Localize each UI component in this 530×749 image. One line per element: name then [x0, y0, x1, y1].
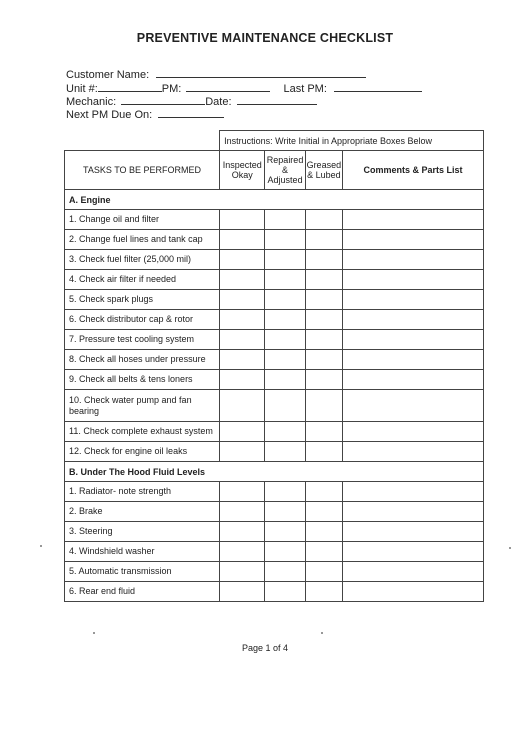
next-pm-field[interactable] — [158, 106, 224, 118]
greased-cell[interactable] — [305, 370, 342, 390]
task-label: 8. Check all hoses under pressure — [65, 350, 220, 370]
greased-cell[interactable] — [305, 290, 342, 310]
section-row — [65, 190, 484, 210]
table-row — [65, 562, 484, 582]
greased-cell[interactable] — [305, 230, 342, 250]
mechanic-field[interactable] — [121, 93, 205, 105]
task-label: 3. Check fuel filter (25,000 mil) — [65, 250, 220, 270]
repaired-cell[interactable] — [265, 230, 305, 250]
inspected-cell[interactable] — [220, 270, 265, 290]
repaired-cell[interactable] — [265, 482, 305, 502]
table-row — [65, 330, 484, 350]
pm-label: PM: — [161, 83, 182, 95]
comments-cell[interactable] — [342, 290, 483, 310]
comments-cell[interactable] — [342, 310, 483, 330]
table-row — [65, 310, 484, 330]
date-field[interactable] — [237, 93, 317, 105]
greased-cell[interactable] — [305, 542, 342, 562]
greased-cell[interactable] — [305, 442, 342, 462]
scan-speck — [93, 632, 95, 634]
table-row — [65, 270, 484, 290]
comments-cell[interactable] — [342, 370, 483, 390]
comments-cell[interactable] — [342, 422, 483, 442]
scan-speck — [40, 545, 42, 547]
inspected-cell[interactable] — [220, 250, 265, 270]
greased-cell[interactable] — [305, 390, 342, 422]
greased-cell[interactable] — [305, 482, 342, 502]
section-engine: A. Engine — [65, 190, 484, 210]
repaired-cell[interactable] — [265, 582, 305, 602]
comments-cell[interactable] — [342, 562, 483, 582]
greased-cell[interactable] — [305, 250, 342, 270]
greased-cell[interactable] — [305, 562, 342, 582]
task-label: 3. Steering — [65, 522, 220, 542]
table-row — [65, 422, 484, 442]
pm-field[interactable] — [186, 80, 270, 92]
page-title: PREVENTIVE MAINTENANCE CHECKLIST — [136, 31, 394, 45]
task-label: 4. Check air filter if needed — [65, 270, 220, 290]
inspected-cell[interactable] — [220, 230, 265, 250]
inspected-cell[interactable] — [220, 210, 265, 230]
table-row — [65, 370, 484, 390]
page-number: Page 1 of 4 — [241, 643, 289, 653]
comments-cell[interactable] — [342, 482, 483, 502]
repaired-cell[interactable] — [265, 502, 305, 522]
checklist-table — [64, 130, 484, 602]
instructions-row — [65, 131, 484, 151]
comments-cell[interactable] — [342, 330, 483, 350]
table-row — [65, 210, 484, 230]
comments-cell[interactable] — [342, 542, 483, 562]
inspected-cell[interactable] — [220, 482, 265, 502]
task-label: 1. Radiator- note strength — [65, 482, 220, 502]
table-row — [65, 522, 484, 542]
greased-cell[interactable] — [305, 422, 342, 442]
blank-cell — [65, 131, 220, 151]
table-row — [65, 390, 484, 422]
greased-cell[interactable] — [305, 310, 342, 330]
repaired-cell[interactable] — [265, 370, 305, 390]
date-label: Date: — [205, 96, 232, 108]
comments-header: Comments & Parts List — [342, 151, 483, 190]
task-label: 2. Change fuel lines and tank cap — [65, 230, 220, 250]
task-label: 10. Check water pump and fan bearing — [65, 390, 220, 422]
greased-cell[interactable] — [305, 270, 342, 290]
repaired-cell[interactable] — [265, 562, 305, 582]
comments-cell[interactable] — [342, 582, 483, 602]
repaired-cell[interactable] — [265, 290, 305, 310]
table-row — [65, 582, 484, 602]
task-label: 2. Brake — [65, 502, 220, 522]
comments-cell[interactable] — [342, 250, 483, 270]
repaired-cell[interactable] — [265, 330, 305, 350]
tasks-header: TASKS TO BE PERFORMED — [65, 151, 220, 190]
task-label: 12. Check for engine oil leaks — [65, 442, 220, 462]
instructions-text: Instructions: Write Initial in Appropriate Boxes Below — [220, 131, 484, 151]
unit-field[interactable] — [98, 80, 162, 92]
repaired-cell[interactable] — [265, 542, 305, 562]
task-label: 4. Windshield washer — [65, 542, 220, 562]
comments-cell[interactable] — [342, 270, 483, 290]
table-row — [65, 442, 484, 462]
inspected-cell[interactable] — [220, 390, 265, 422]
next-pm-label: Next PM Due On: — [66, 109, 153, 121]
task-label: 6. Rear end fluid — [65, 582, 220, 602]
unit-label: Unit #: — [66, 83, 98, 95]
last-pm-label: Last PM: — [283, 83, 327, 95]
greased-cell[interactable] — [305, 582, 342, 602]
last-pm-field[interactable] — [334, 80, 422, 92]
task-label: 6. Check distributor cap & rotor — [65, 310, 220, 330]
customer-name-label: Customer Name: — [66, 69, 150, 81]
column-header-row — [65, 151, 484, 190]
task-label: 11. Check complete exhaust system — [65, 422, 220, 442]
task-label: 1. Change oil and filter — [65, 210, 220, 230]
comments-cell[interactable] — [342, 522, 483, 542]
comments-cell[interactable] — [342, 210, 483, 230]
repaired-cell[interactable] — [265, 210, 305, 230]
repaired-cell[interactable] — [265, 250, 305, 270]
repaired-cell[interactable] — [265, 310, 305, 330]
repaired-header: Repaired & Adjusted — [265, 151, 305, 190]
comments-cell[interactable] — [342, 502, 483, 522]
inspected-cell[interactable] — [220, 330, 265, 350]
greased-cell[interactable] — [305, 522, 342, 542]
greased-cell[interactable] — [305, 350, 342, 370]
repaired-cell[interactable] — [265, 270, 305, 290]
task-label: 7. Pressure test cooling system — [65, 330, 220, 350]
next-pm-row — [66, 106, 224, 122]
table-row — [65, 290, 484, 310]
task-label: 5. Check spark plugs — [65, 290, 220, 310]
repaired-cell[interactable] — [265, 350, 305, 370]
comments-cell[interactable] — [342, 230, 483, 250]
task-label: 5. Automatic transmission — [65, 562, 220, 582]
scan-speck — [321, 632, 323, 634]
table-row — [65, 502, 484, 522]
comments-cell[interactable] — [342, 350, 483, 370]
inspected-cell[interactable] — [220, 582, 265, 602]
comments-cell[interactable] — [342, 442, 483, 462]
scan-speck — [509, 547, 511, 549]
inspected-cell[interactable] — [220, 370, 265, 390]
inspected-cell[interactable] — [220, 442, 265, 462]
repaired-cell[interactable] — [265, 442, 305, 462]
task-label: 9. Check all belts & tens loners — [65, 370, 220, 390]
greased-cell[interactable] — [305, 502, 342, 522]
section-row — [65, 462, 484, 482]
inspected-cell[interactable] — [220, 422, 265, 442]
repaired-cell[interactable] — [265, 522, 305, 542]
mechanic-label: Mechanic: — [66, 96, 117, 108]
inspected-cell[interactable] — [220, 290, 265, 310]
inspected-cell[interactable] — [220, 562, 265, 582]
table-row — [65, 482, 484, 502]
repaired-cell[interactable] — [265, 390, 305, 422]
inspected-cell[interactable] — [220, 522, 265, 542]
inspected-cell[interactable] — [220, 502, 265, 522]
table-row — [65, 250, 484, 270]
inspected-cell[interactable] — [220, 310, 265, 330]
greased-cell[interactable] — [305, 210, 342, 230]
inspected-header: Inspected Okay — [220, 151, 265, 190]
inspected-cell[interactable] — [220, 350, 265, 370]
inspected-cell[interactable] — [220, 542, 265, 562]
greased-header: Greased & Lubed — [305, 151, 342, 190]
table-row — [65, 542, 484, 562]
section-fluid-levels: B. Under The Hood Fluid Levels — [65, 462, 484, 482]
greased-cell[interactable] — [305, 330, 342, 350]
comments-cell[interactable] — [342, 390, 483, 422]
table-row — [65, 350, 484, 370]
table-row — [65, 230, 484, 250]
repaired-cell[interactable] — [265, 422, 305, 442]
customer-name-field[interactable] — [156, 66, 366, 78]
